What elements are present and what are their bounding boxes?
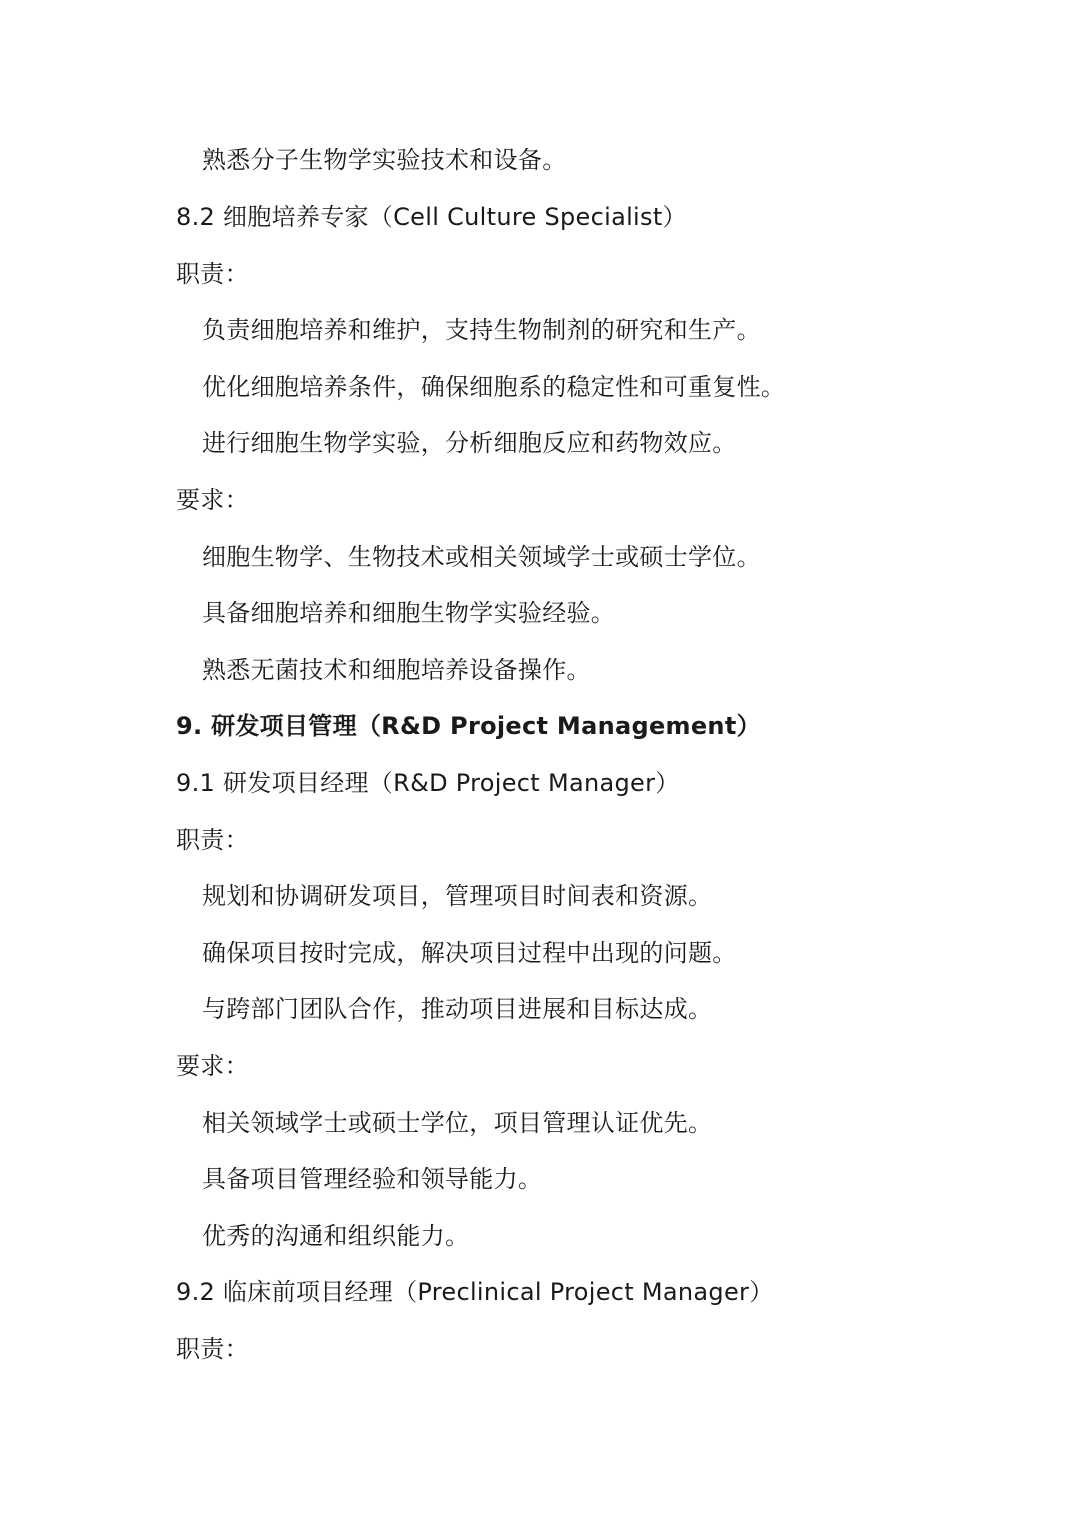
section-heading: 8.2 细胞培养专家（Cell Culture Specialist） — [176, 203, 687, 231]
section-heading: 9.2 临床前项目经理（Preclinical Project Manager） — [176, 1278, 774, 1306]
bullet-text: 熟悉无菌技术和细胞培养设备操作。 — [202, 656, 591, 684]
section-heading: 9.1 研发项目经理（R&D Project Manager） — [176, 769, 680, 797]
bullet-text: 规划和协调研发项目，管理项目时间表和资源。 — [202, 882, 713, 910]
subsection-label: 要求： — [176, 1052, 249, 1080]
bullet-text: 熟悉分子生物学实验技术和设备。 — [202, 146, 567, 174]
subsection-label: 要求： — [176, 486, 249, 514]
bullet-text: 优化细胞培养条件，确保细胞系的稳定性和可重复性。 — [202, 373, 786, 401]
subsection-label: 职责： — [176, 1335, 249, 1363]
bullet-text: 优秀的沟通和组织能力。 — [202, 1222, 470, 1250]
bullet-text: 与跨部门团队合作，推动项目进展和目标达成。 — [202, 995, 713, 1023]
bullet-text: 具备细胞培养和细胞生物学实验经验。 — [202, 599, 616, 627]
subsection-label: 职责： — [176, 260, 249, 288]
bullet-text: 进行细胞生物学实验，分析细胞反应和药物效应。 — [202, 429, 737, 457]
bullet-text: 确保项目按时完成，解决项目过程中出现的问题。 — [202, 939, 737, 967]
bullet-text: 相关领域学士或硕士学位，项目管理认证优先。 — [202, 1109, 713, 1137]
chapter-heading: 9. 研发项目管理（R&D Project Management） — [176, 712, 761, 740]
subsection-label: 职责： — [176, 826, 249, 854]
bullet-text: 细胞生物学、生物技术或相关领域学士或硕士学位。 — [202, 543, 761, 571]
bullet-text: 具备项目管理经验和领导能力。 — [202, 1165, 543, 1193]
bullet-text: 负责细胞培养和维护，支持生物制剂的研究和生产。 — [202, 316, 761, 344]
